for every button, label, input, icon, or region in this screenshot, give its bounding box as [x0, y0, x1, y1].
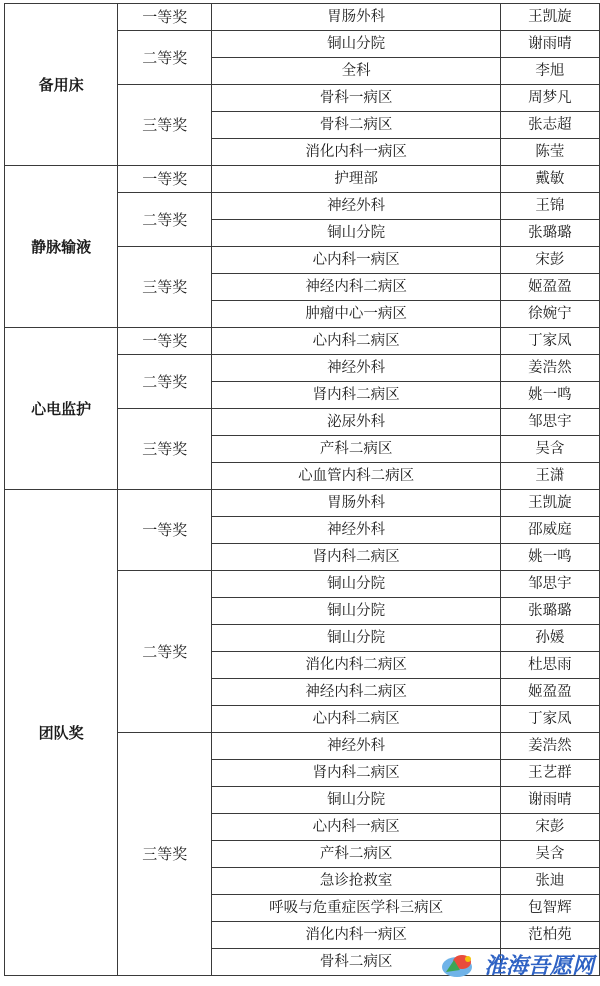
department-cell: 肿瘤中心一病区	[212, 301, 500, 328]
department-cell: 肾内科二病区	[212, 760, 500, 787]
winner-name-cell: 丁家凤	[500, 328, 599, 355]
award-level-cell: 二等奖	[118, 193, 212, 247]
department-cell: 心内科二病区	[212, 706, 500, 733]
winner-name-cell: 周梦凡	[500, 85, 599, 112]
category-cell: 备用床	[5, 4, 118, 166]
department-cell: 神经外科	[212, 733, 500, 760]
winner-name-cell: 邹思宇	[500, 571, 599, 598]
department-cell: 胃肠外科	[212, 4, 500, 31]
award-level-cell: 一等奖	[118, 4, 212, 31]
winner-name-cell: 王锦	[500, 193, 599, 220]
table-row	[5, 328, 600, 355]
winner-name-cell: 陈莹	[500, 139, 599, 166]
award-level-cell: 二等奖	[118, 571, 212, 733]
department-cell: 铜山分院	[212, 571, 500, 598]
award-level-cell: 一等奖	[118, 328, 212, 355]
department-cell: 产科二病区	[212, 841, 500, 868]
department-cell: 神经外科	[212, 193, 500, 220]
winner-name-cell: 徐婉宁	[500, 301, 599, 328]
winner-name-cell: 张璐璐	[500, 598, 599, 625]
award-level-cell: 二等奖	[118, 355, 212, 409]
table-row	[5, 4, 600, 31]
awards-table-body	[5, 4, 600, 976]
department-cell: 铜山分院	[212, 31, 500, 58]
department-cell: 骨科二病区	[212, 112, 500, 139]
category-cell: 心电监护	[5, 328, 118, 490]
winner-name-cell: 谢雨晴	[500, 787, 599, 814]
winner-name-cell: 王凯旋	[500, 490, 599, 517]
winner-name-cell: 姬盈盈	[500, 679, 599, 706]
department-cell: 心血管内科二病区	[212, 463, 500, 490]
award-level-cell: 三等奖	[118, 85, 212, 166]
winner-name-cell: 邵威庭	[500, 517, 599, 544]
watermark-text: 淮海吾愿网	[483, 953, 594, 979]
winner-name-cell: 宋彭	[500, 247, 599, 274]
department-cell: 心内科一病区	[212, 247, 500, 274]
winner-name-cell: 张迪	[500, 868, 599, 895]
winner-name-cell: 杜思雨	[500, 652, 599, 679]
department-cell: 神经外科	[212, 517, 500, 544]
department-cell: 全科	[212, 58, 500, 85]
winner-name-cell: 邹思宇	[500, 409, 599, 436]
winner-name-cell: 姬盈盈	[500, 274, 599, 301]
department-cell: 神经内科二病区	[212, 679, 500, 706]
department-cell: 急诊抢救室	[212, 868, 500, 895]
award-level-cell: 一等奖	[118, 490, 212, 571]
winner-name-cell: 吴含	[500, 841, 599, 868]
department-cell: 神经内科二病区	[212, 274, 500, 301]
winner-name-cell: 范柏苑	[500, 922, 599, 949]
awards-table	[4, 3, 600, 976]
department-cell: 肾内科二病区	[212, 544, 500, 571]
department-cell: 心内科一病区	[212, 814, 500, 841]
department-cell: 肾内科二病区	[212, 382, 500, 409]
department-cell: 消化内科一病区	[212, 139, 500, 166]
department-cell: 铜山分院	[212, 787, 500, 814]
winner-name-cell: 姜浩然	[500, 733, 599, 760]
department-cell: 骨科一病区	[212, 85, 500, 112]
table-row	[5, 166, 600, 193]
winner-name-cell: 姚一鸣	[500, 382, 599, 409]
category-cell: 静脉输液	[5, 166, 118, 328]
table-row	[5, 490, 600, 517]
winner-name-cell: 王凯旋	[500, 4, 599, 31]
winner-name-cell: 戴敏	[500, 166, 599, 193]
site-watermark	[440, 949, 594, 980]
award-level-cell: 三等奖	[118, 409, 212, 490]
department-cell: 铜山分院	[212, 598, 500, 625]
department-cell: 护理部	[212, 166, 500, 193]
winner-name-cell: 李旭	[500, 58, 599, 85]
winner-name-cell: 宋彭	[500, 814, 599, 841]
department-cell: 消化内科一病区	[212, 922, 500, 949]
winner-name-cell: 王艺群	[500, 760, 599, 787]
department-cell: 骨科二病区	[212, 949, 500, 976]
winner-name-cell: 张璐璐	[500, 220, 599, 247]
winner-name-cell: 姜浩然	[500, 355, 599, 382]
winner-name-cell: 吴含	[500, 436, 599, 463]
department-cell: 铜山分院	[212, 625, 500, 652]
winner-name-cell: 谢雨晴	[500, 31, 599, 58]
winner-name-cell: 姚一鸣	[500, 544, 599, 571]
winner-name-cell: 王潇	[500, 463, 599, 490]
department-cell: 心内科二病区	[212, 328, 500, 355]
department-cell: 产科二病区	[212, 436, 500, 463]
department-cell: 呼吸与危重症医学科三病区	[212, 895, 500, 922]
category-cell: 团队奖	[5, 490, 118, 976]
award-level-cell: 三等奖	[118, 247, 212, 328]
award-level-cell: 一等奖	[118, 166, 212, 193]
watermark-logo-icon	[440, 950, 478, 980]
award-level-cell: 三等奖	[118, 733, 212, 976]
department-cell: 消化内科二病区	[212, 652, 500, 679]
department-cell: 铜山分院	[212, 220, 500, 247]
winner-name-cell: 丁家凤	[500, 706, 599, 733]
department-cell: 泌尿外科	[212, 409, 500, 436]
department-cell: 神经外科	[212, 355, 500, 382]
winner-name-cell: 孙媛	[500, 625, 599, 652]
winner-name-cell: 张志超	[500, 112, 599, 139]
winner-name-cell: 包智辉	[500, 895, 599, 922]
department-cell: 胃肠外科	[212, 490, 500, 517]
award-level-cell: 二等奖	[118, 31, 212, 85]
